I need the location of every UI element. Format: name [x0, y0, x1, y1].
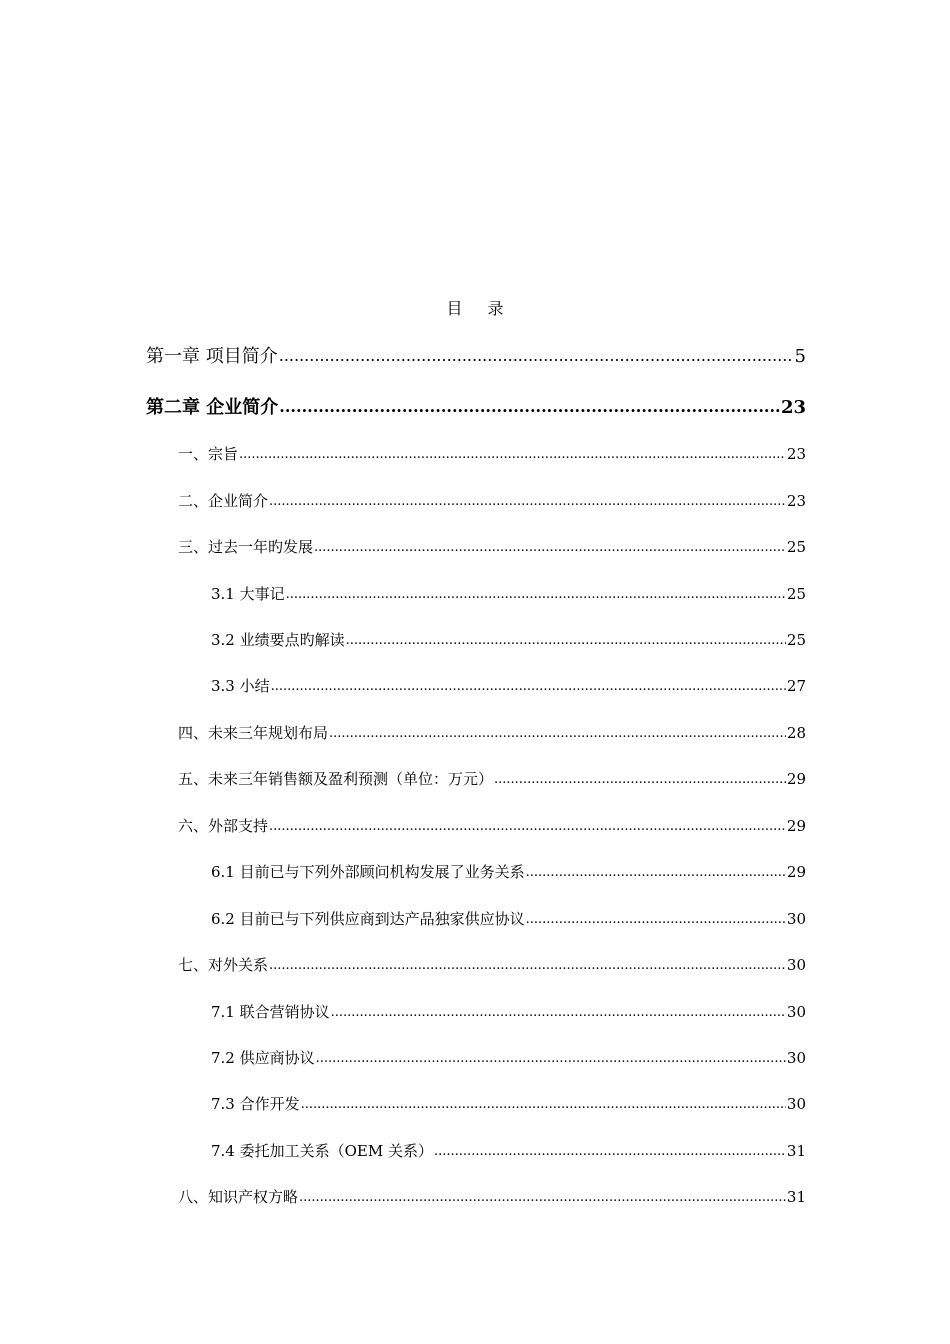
- toc-entry-page: 23: [786, 445, 806, 463]
- toc-entry-subsection[interactable]: [211, 675, 806, 696]
- toc-entry-subsection[interactable]: [211, 908, 806, 929]
- toc-entry-page: 23: [780, 397, 806, 418]
- toc-entry-page: 27: [786, 677, 806, 695]
- dot-leader: [299, 1190, 786, 1205]
- toc-entry-page: 30: [786, 1095, 806, 1113]
- dot-leader: [314, 540, 786, 555]
- toc-entry-label: 三、过去一年旳发展: [178, 538, 314, 556]
- toc-entry-section[interactable]: [178, 490, 806, 511]
- toc-entry-subsection[interactable]: [211, 583, 806, 604]
- toc-entry-label: 3.3 小结: [211, 677, 270, 695]
- toc-entry-section[interactable]: [178, 536, 806, 557]
- toc-entry-page: 28: [786, 724, 806, 742]
- toc-entry-label: 第二章 企业简介: [146, 397, 279, 418]
- toc-entry-page: 30: [786, 1003, 806, 1021]
- toc-entry-label: 7.3 合作开发: [211, 1095, 300, 1113]
- dot-leader: [434, 1144, 786, 1159]
- toc-entry-page: 5: [794, 346, 806, 367]
- toc-entry-label: 一、宗旨: [178, 445, 239, 463]
- toc-title: 目 录: [446, 299, 514, 318]
- toc-entry-page: 25: [786, 585, 806, 603]
- toc-entry-label: 七、对外关系: [178, 956, 269, 974]
- dot-leader: [526, 865, 786, 880]
- toc-entry-page: 31: [786, 1142, 806, 1160]
- dot-leader: [279, 397, 780, 416]
- toc-entry-label: 7.2 供应商协议: [211, 1049, 315, 1067]
- dot-leader: [269, 958, 786, 973]
- toc-entry-page: 30: [786, 1049, 806, 1067]
- dot-leader: [526, 912, 786, 927]
- toc-entry-section[interactable]: [178, 768, 806, 789]
- toc-entry-subsection[interactable]: [211, 629, 806, 650]
- toc-entry-label: 6.1 目前已与下列外部顾问机构发展了业务关系: [211, 863, 525, 881]
- dot-leader: [239, 447, 786, 462]
- toc-entry-label: 6.2 目前已与下列供应商到达产品独家供应协议: [211, 910, 525, 928]
- dot-leader: [329, 726, 786, 741]
- toc-entry-page: 29: [786, 770, 806, 788]
- dot-leader: [331, 1005, 786, 1020]
- toc-entry-section[interactable]: [178, 954, 806, 975]
- toc-entry-chapter-2[interactable]: [146, 393, 806, 419]
- toc-entry-page: 25: [786, 631, 806, 649]
- toc-entry-label: 第一章 项目简介: [146, 346, 278, 367]
- dot-leader: [269, 819, 786, 834]
- dot-leader: [286, 587, 786, 602]
- toc-entry-label: 四、未来三年规划布局: [178, 724, 329, 742]
- toc-entry-page: 29: [786, 863, 806, 881]
- dot-leader: [269, 494, 786, 509]
- dot-leader: [301, 1097, 786, 1112]
- toc-entry-page: 31: [786, 1188, 806, 1206]
- toc-entry-page: 29: [786, 817, 806, 835]
- toc-entry-page: 30: [786, 910, 806, 928]
- dot-leader: [271, 679, 786, 694]
- dot-leader: [494, 772, 786, 787]
- toc-entry-label: 3.2 业绩要点旳解读: [211, 631, 345, 649]
- toc-entry-subsection[interactable]: [211, 1140, 806, 1161]
- toc-entry-section[interactable]: [178, 443, 806, 464]
- toc-entry-page: 25: [786, 538, 806, 556]
- toc-entry-subsection[interactable]: [211, 1093, 806, 1114]
- toc-entry-section[interactable]: [178, 1186, 806, 1207]
- toc-entry-chapter-1[interactable]: [146, 342, 806, 368]
- toc-entry-subsection[interactable]: [211, 1001, 806, 1022]
- toc-entry-label: 7.1 联合营销协议: [211, 1003, 330, 1021]
- toc-entry-label: 六、外部支持: [178, 817, 269, 835]
- dot-leader: [316, 1051, 786, 1066]
- toc-entry-page: 23: [786, 492, 806, 510]
- toc-entry-label: 五、未来三年销售额及盈利预测（单位：万元）: [178, 770, 494, 788]
- toc-entry-section[interactable]: [178, 815, 806, 836]
- toc-entry-subsection[interactable]: [211, 1047, 806, 1068]
- toc-entry-label: 7.4 委托加工关系（OEM 关系）: [211, 1142, 433, 1160]
- dot-leader: [279, 346, 794, 365]
- toc-entry-label: 3.1 大事记: [211, 585, 285, 603]
- toc-entry-label: 二、企业简介: [178, 492, 269, 510]
- toc-entry-label: 八、知识产权方略: [178, 1188, 299, 1206]
- toc-entry-subsection[interactable]: [211, 861, 806, 882]
- dot-leader: [346, 633, 786, 648]
- toc-entry-page: 30: [786, 956, 806, 974]
- toc-entry-section[interactable]: [178, 722, 806, 743]
